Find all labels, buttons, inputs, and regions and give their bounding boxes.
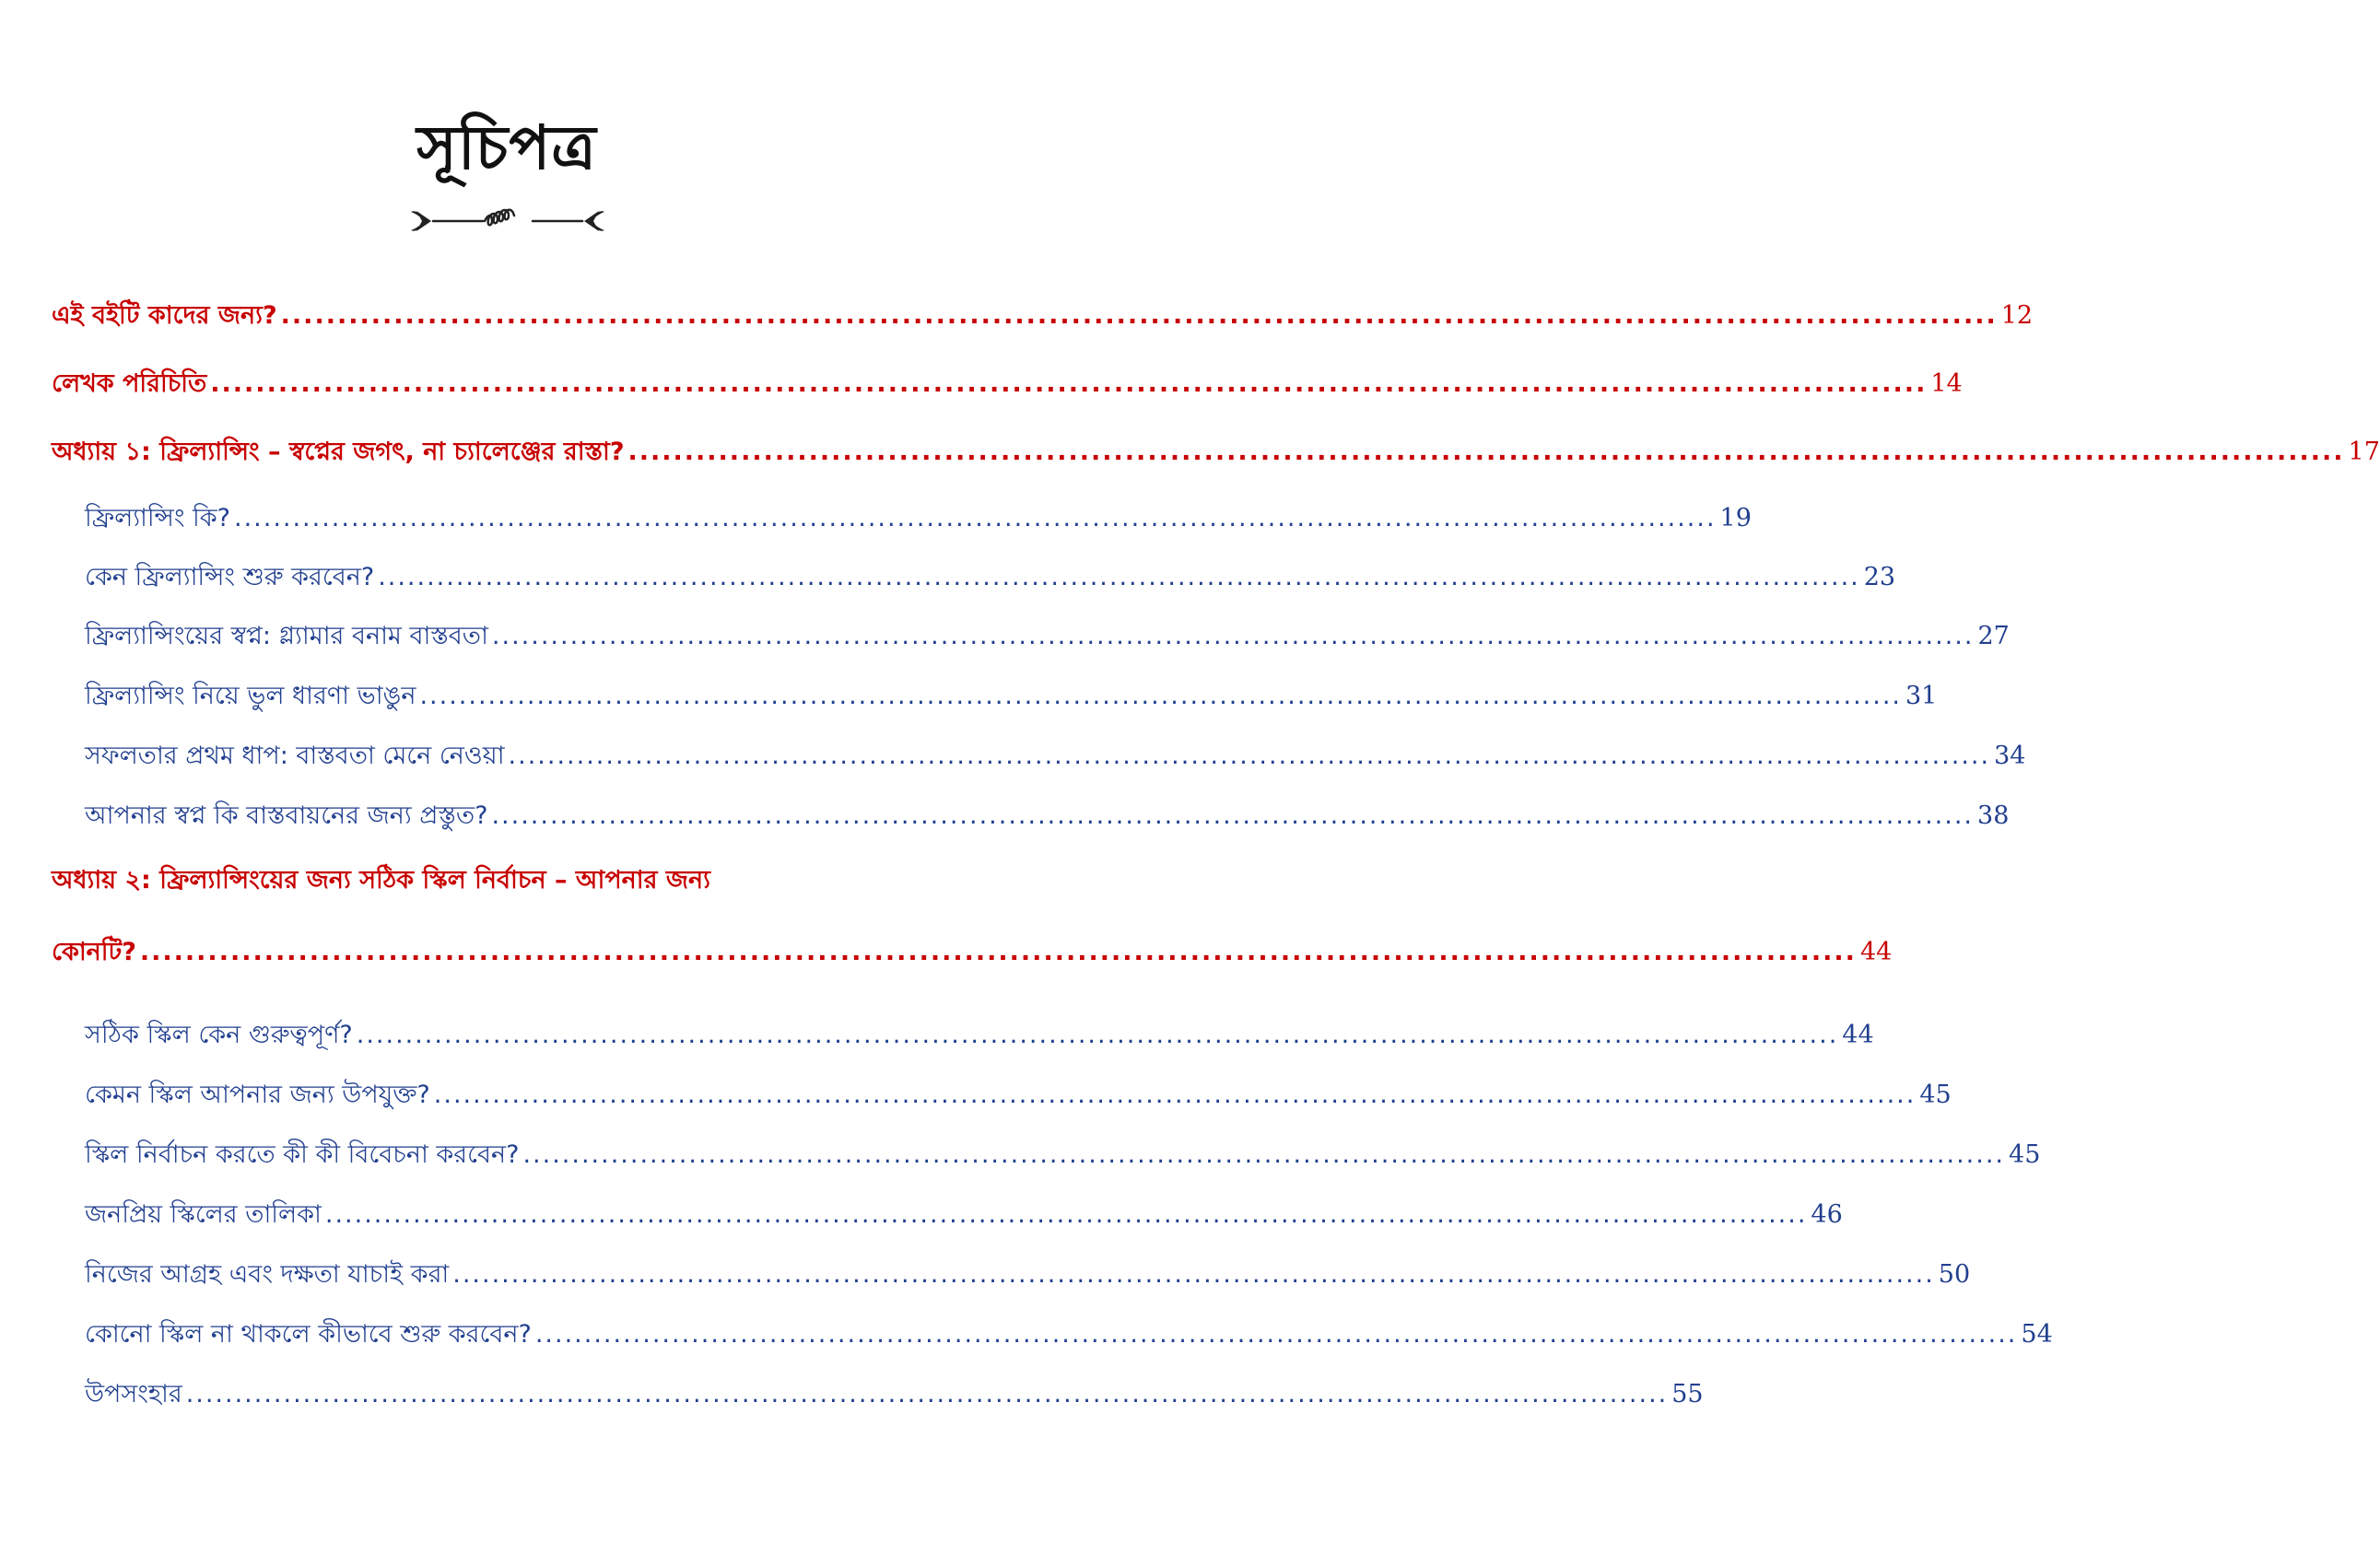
toc-entry-e10[interactable] [52,861,1893,975]
toc-entry-label: কেন ফ্রিল্যান্সিং শুরু করবেন? [85,563,375,591]
toc-entry-e12[interactable] [85,1076,1952,1117]
toc-entry-label: কোনো স্কিল না থাকলে কীভাবে শুরু করবেন? [85,1320,532,1349]
leader-dots: ........................................................................................................................................................ [210,369,1928,398]
toc-entry-label: ফ্রিল্যান্সিংয়ের স্বপ্ন: গ্ল্যামার বনাম বাস্তবতা [85,622,488,650]
toc-entry-line2 [52,933,1893,975]
leader-dots: ........................................................................................................................................................ [233,504,1717,532]
toc-entry-e11[interactable] [85,1016,1874,1058]
toc-entry-label: নিজের আগ্রহ এবং দক্ষতা যাচাই করা [85,1260,450,1289]
leader-dots: ........................................................................................................................................................ [324,1200,1808,1229]
leader-dots: ........................................................................................................................................................ [627,438,2345,466]
toc-page-number: 34 [1994,742,2026,770]
toc-entry-label: জনপ্রিয় স্কিলের তালিকা [85,1200,322,1229]
toc-page-number: 44 [1842,1021,1874,1049]
toc-entry-label: স্কিল নির্বাচন করতে কী কী বিবেচনা করবেন? [85,1140,520,1169]
toc-entry-e13[interactable] [85,1136,2041,1177]
toc-page-number: 46 [1811,1200,1843,1229]
leader-dots: ........................................................................................................................................................ [433,1081,1917,1109]
toc-entry-label: লেখক পরিচিতি [52,369,207,398]
toc-entry-label: উপসংহার [85,1380,182,1408]
toc-page-number: 55 [1671,1380,1704,1408]
toc-page-number: 27 [1977,622,2010,650]
toc-page-number: 23 [1863,563,1896,591]
leader-dots: ........................................................................................................................................................ [522,1140,2006,1169]
toc-page-number: 19 [1719,504,1752,532]
toc-entry-label: কেমন স্কিল আপনার জন্য উপযুক্ত? [85,1081,430,1109]
toc-entry-label-line2: কোনটি? [52,938,136,966]
toc-entry-e8[interactable] [85,737,2026,778]
leader-dots: ........................................................................................................................................................ [378,563,1860,591]
toc-entry-label: আপনার স্বপ্ন কি বাস্তবায়নের জন্য প্রস্তুত? [85,801,488,830]
leader-dots: ........................................................................................................................................................ [491,622,1975,650]
toc-entry-label: সঠিক স্কিল কেন গুরুত্বপূর্ণ? [85,1021,353,1049]
toc-page-number: 44 [1859,938,1893,966]
toc-entry-label: ফ্রিল্যান্সিং নিয়ে ভুল ধারণা ভাঙুন [85,682,416,710]
toc-entry-e4[interactable] [85,499,1752,541]
toc-entry-label: এই বইটি কাদের জন্য? [52,301,277,330]
toc-page-number: 12 [2000,301,2034,330]
toc-page-number: 14 [1930,369,1963,398]
toc-page-number: 17 [2348,438,2380,466]
toc-entry-e2[interactable] [52,365,1963,406]
toc-entry-e6[interactable] [85,617,2010,659]
toc-page-number: 31 [1905,682,1938,710]
toc-entry-e1[interactable] [52,297,2034,338]
toc-entry-e16[interactable] [85,1315,2053,1357]
toc-page-number: 38 [1977,801,2010,830]
toc-entry-e3[interactable] [52,433,2380,474]
toc-entry-e17[interactable] [85,1375,1704,1417]
leader-dots: ........................................................................................................................................................ [280,301,1998,330]
leader-dots: ........................................................................................................................................................ [508,742,1991,770]
leader-dots: ........................................................................................................................................................ [534,1320,2018,1349]
toc-page-number: 50 [1938,1260,1971,1289]
leader-dots: ........................................................................................................................................................ [419,682,1902,710]
toc-page-number: 45 [2009,1140,2041,1169]
page-title: সূচিপত্র [416,112,597,183]
toc-page-number: 54 [2021,1320,2053,1349]
toc-entry-e7[interactable] [85,677,1938,719]
toc-entry-e9[interactable] [85,797,2010,838]
toc-entry-label: অধ্যায় ১: ফ্রিল্যান্সিং – স্বপ্নের জগৎ, না চ্যালেঞ্জের রাস্তা? [52,438,625,466]
leader-dots: ........................................................................................................................................................ [185,1380,1669,1408]
toc-entry-e15[interactable] [85,1256,1971,1297]
leader-dots: ........................................................................................................................................................ [491,801,1975,830]
toc-entry-e5[interactable] [85,558,1896,600]
toc-page-number: 45 [1919,1081,1952,1109]
toc-entry-label: সফলতার প্রথম ধাপ: বাস্তবতা মেনে নেওয়া [85,742,505,770]
floral-divider-icon [405,198,610,244]
toc-entry-label: ফ্রিল্যান্সিং কি? [85,504,230,532]
leader-dots: ........................................................................................................................................................ [452,1260,1935,1289]
toc-entry-label-line1: অধ্যায় ২: ফ্রিল্যান্সিংয়ের জন্য সঠিক স্কিল নির্বাচন – আপনার জন্য [52,866,710,894]
toc-entry-e14[interactable] [85,1196,1843,1237]
leader-dots: ........................................................................................................................................................ [139,938,1857,966]
leader-dots: ........................................................................................................................................................ [356,1021,1839,1049]
